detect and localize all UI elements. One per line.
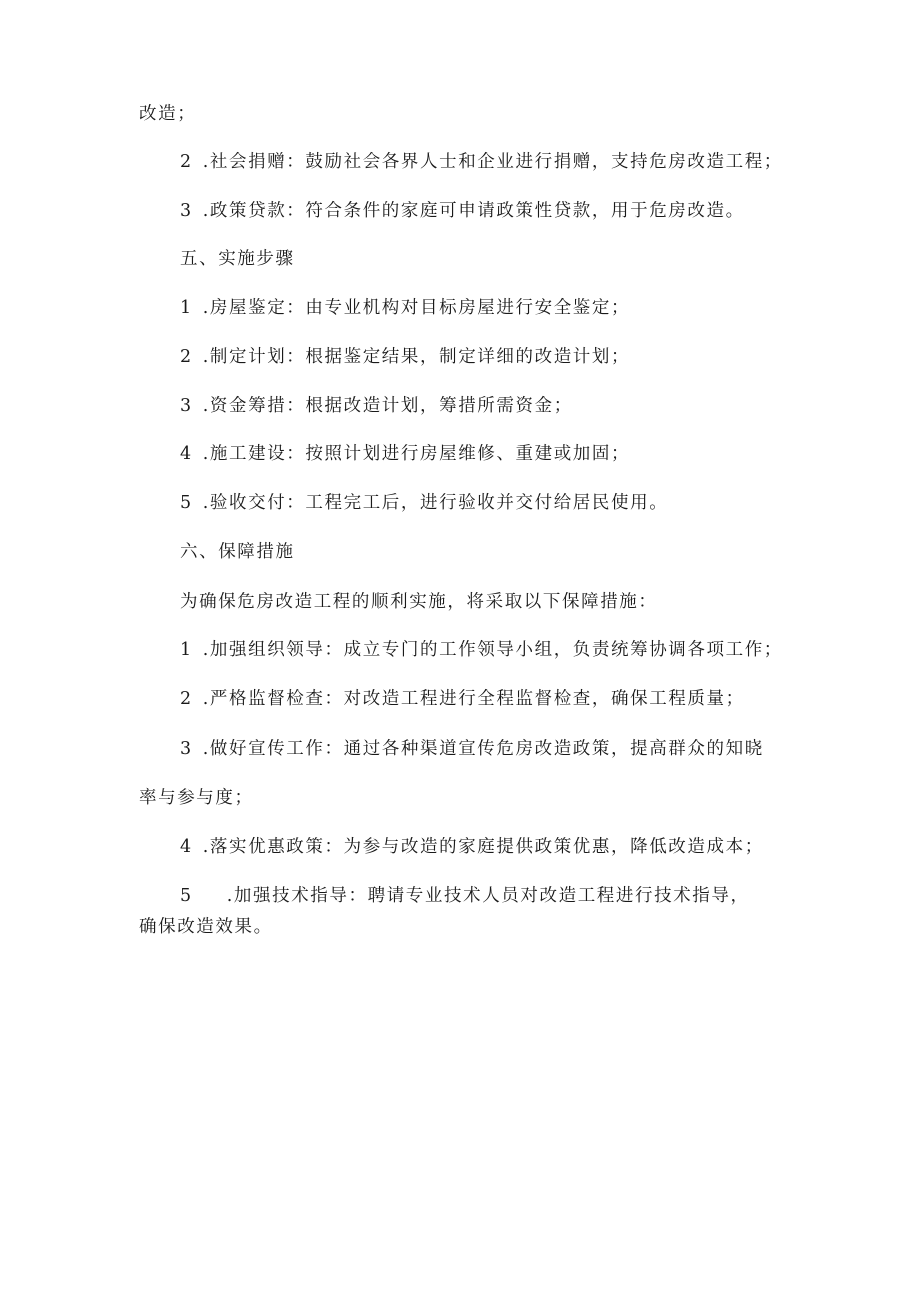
list-item [180, 199, 745, 223]
item-number: 3 [180, 201, 193, 221]
item-text: .验收交付：工程完工后，进行验收并交付给居民使用。 [202, 493, 669, 513]
item-number: 2 [180, 152, 193, 172]
list-item [180, 638, 783, 662]
item-text: .加强组织领导：成立专门的工作领导小组，负责统筹协调各项工作； [202, 640, 783, 660]
text-line [139, 915, 273, 939]
item-number: 4 [180, 444, 193, 464]
text-line [139, 102, 196, 126]
list-item [180, 884, 750, 908]
item-number: 3 [180, 739, 193, 759]
heading-text: 六、保障措施 [180, 542, 295, 562]
item-number: 5 [180, 886, 193, 906]
item-number: 2 [180, 347, 193, 367]
list-item [180, 394, 573, 418]
list-item [180, 345, 630, 369]
item-number: 4 [180, 837, 193, 857]
list-item [180, 737, 764, 761]
line-text: 确保改造效果。 [139, 917, 273, 937]
item-text: .做好宣传工作：通过各种渠道宣传危房改造政策，提高群众的知晓 [202, 739, 764, 759]
item-text: .严格监督检查：对改造工程进行全程监督检查，确保工程质量； [202, 689, 745, 709]
item-number: 5 [180, 493, 193, 513]
paragraph [180, 590, 658, 614]
line-text: 率与参与度； [139, 788, 254, 808]
item-text: .制定计划：根据鉴定结果，制定详细的改造计划； [202, 347, 631, 367]
heading-text: 五、实施步骤 [180, 249, 295, 269]
item-number: 1 [180, 298, 193, 318]
item-number: 2 [180, 689, 193, 709]
list-item [180, 835, 764, 859]
item-text: .加强技术指导：聘请专业技术人员对改造工程进行技术指导， [226, 886, 750, 906]
list-item [180, 491, 668, 515]
list-item [180, 296, 630, 320]
item-text: .社会捐赠：鼓励社会各界人士和企业进行捐赠，支持危房改造工程； [202, 152, 783, 172]
line-text: 改造； [139, 104, 197, 124]
item-text: .房屋鉴定：由专业机构对目标房屋进行安全鉴定； [202, 298, 631, 318]
item-text: .资金筹措：根据改造计划，筹措所需资金； [202, 396, 573, 416]
paragraph-text: 为确保危房改造工程的顺利实施，将采取以下保障措施： [180, 592, 658, 612]
item-text: .施工建设：按照计划进行房屋维修、重建或加固； [202, 444, 631, 464]
item-text: .落实优惠政策：为参与改造的家庭提供政策优惠，降低改造成本； [202, 837, 764, 857]
section-heading [180, 540, 295, 564]
text-line [139, 786, 254, 810]
item-text: .政策贷款：符合条件的家庭可申请政策性贷款，用于危房改造。 [202, 201, 745, 221]
item-number: 1 [180, 640, 193, 660]
list-item [180, 150, 783, 174]
list-item [180, 442, 630, 466]
section-heading [180, 247, 295, 271]
item-number: 3 [180, 396, 193, 416]
list-item [180, 687, 745, 711]
